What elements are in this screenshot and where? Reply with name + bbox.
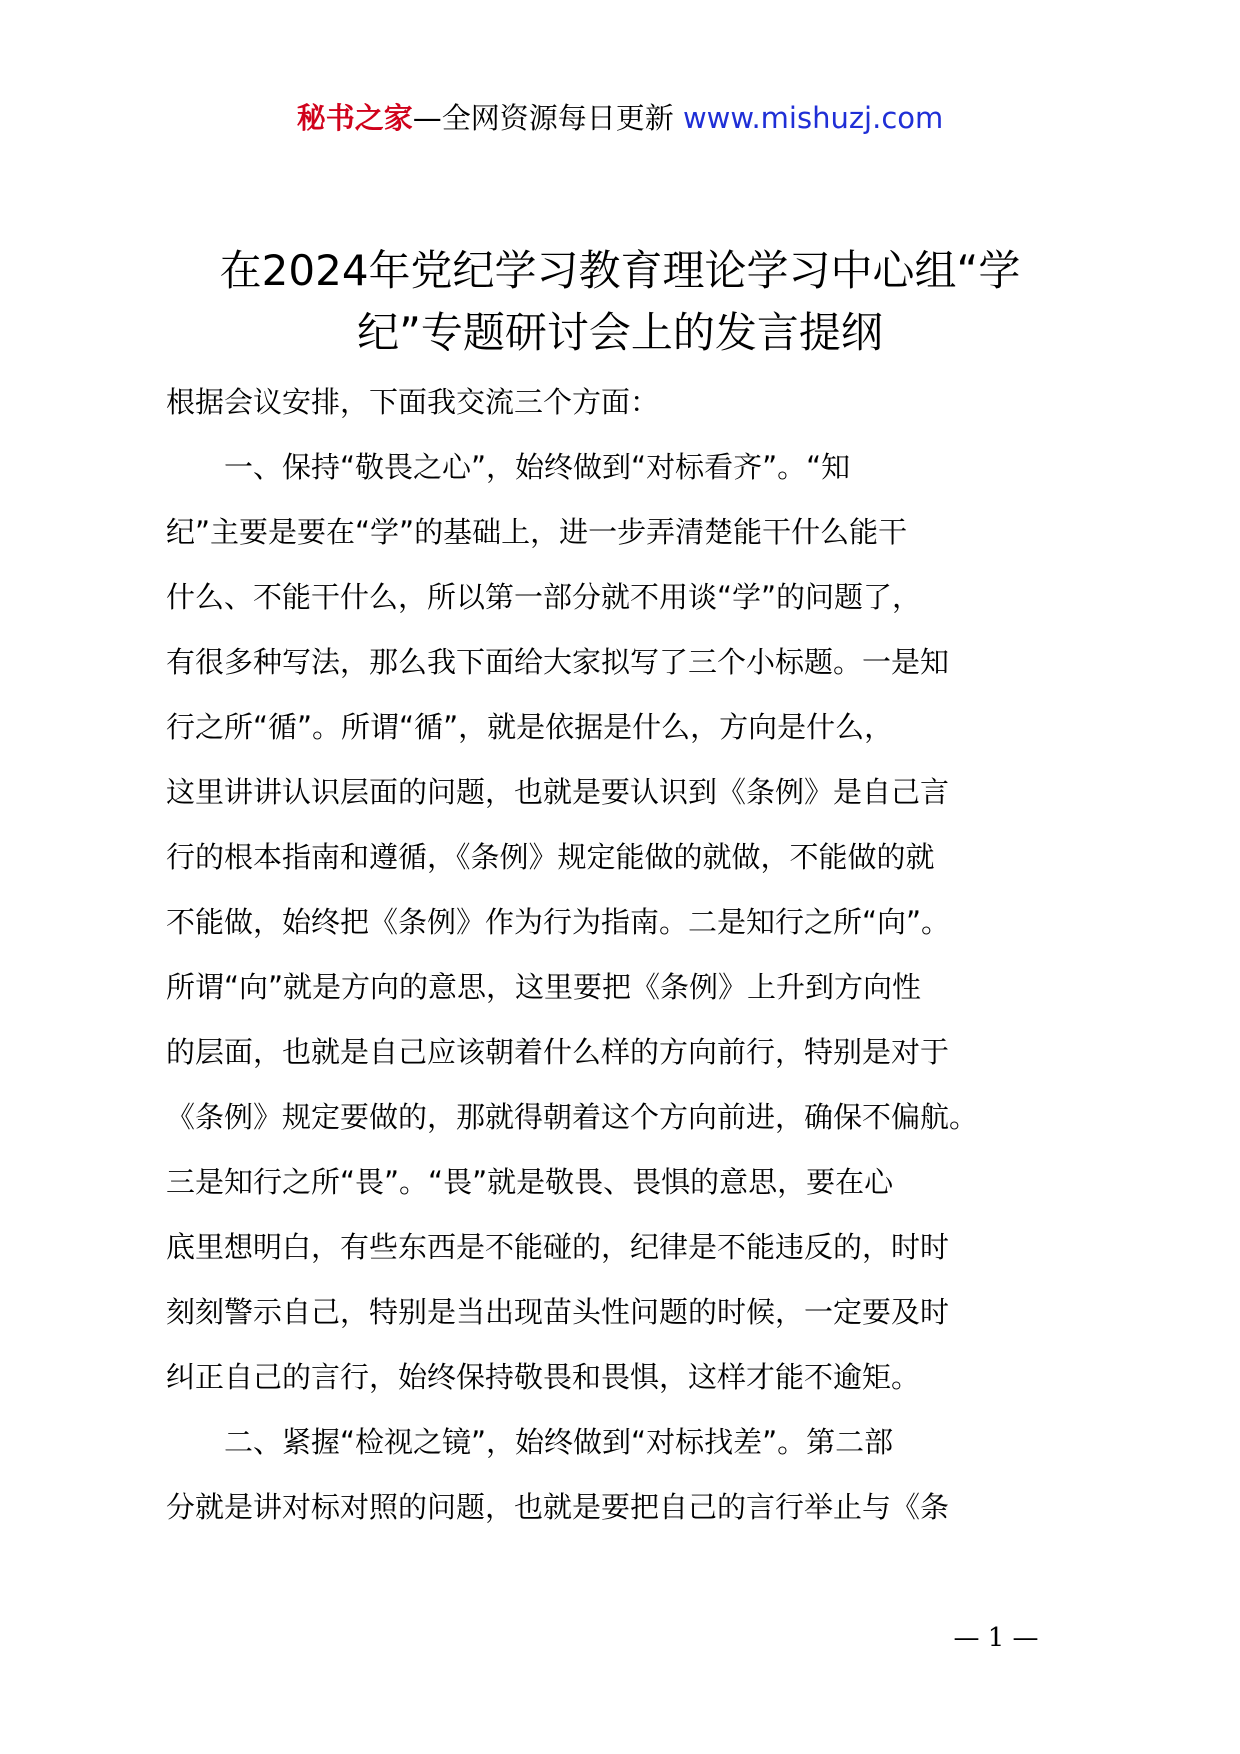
body-line: 根据会议安排，下面我交流三个方面： (166, 385, 660, 419)
body-line: 什么、不能干什么，所以第一部分就不用谈“学”的问题了， (166, 580, 922, 614)
document-body (166, 370, 1106, 1540)
body-line: 刻刻警示自己，特别是当出现苗头性问题的时候，一定要及时 (166, 1295, 950, 1329)
page-number: — 1 — (953, 1623, 1039, 1653)
body-line: 的层面，也就是自己应该朝着什么样的方向前行，特别是对于 (166, 1035, 950, 1069)
title-line-2: 纪”专题研讨会上的发言提纲 (357, 308, 883, 357)
body-line: 行之所“循”。所谓“循”，就是依据是什么，方向是什么， (166, 710, 894, 744)
body-line: 所谓“向”就是方向的意思，这里要把《条例》上升到方向性 (166, 970, 922, 1004)
body-line: 有很多种写法，那么我下面给大家拟写了三个小标题。一是知 (166, 645, 950, 679)
site-header (0, 98, 1240, 138)
title-line-1: 在2024年党纪学习教育理论学习中心组“学 (219, 246, 1021, 295)
body-line: 底里想明白，有些东西是不能碰的，纪律是不能违反的，时时 (166, 1230, 950, 1264)
body-line: 不能做，始终把《条例》作为行为指南。二是知行之所“向”。 (166, 905, 951, 939)
body-line: 二、紧握“检视之镜”，始终做到“对标找差”。第二部 (166, 1425, 894, 1459)
body-line: 纠正自己的言行，始终保持敬畏和畏惧，这样才能不逾矩。 (166, 1360, 921, 1394)
document-title (140, 240, 1100, 364)
body-line: 三是知行之所“畏”。“畏”就是敬畏、畏惧的意思，要在心 (166, 1165, 894, 1199)
body-line: 《条例》规定要做的，那就得朝着这个方向前进，确保不偏航。 (166, 1100, 979, 1134)
header-tagline: —全网资源每日更新 (412, 101, 683, 135)
brand-name: 秘书之家 (296, 101, 413, 135)
body-line: 一、保持“敬畏之心”，始终做到“对标看齐”。“知 (166, 450, 851, 484)
site-url-link[interactable]: www.mishuzj.com (682, 101, 944, 135)
body-line: 这里讲讲认识层面的问题，也就是要认识到《条例》是自己言 (166, 775, 950, 809)
body-line: 行的根本指南和遵循，《条例》规定能做的就做，不能做的就 (166, 840, 935, 874)
body-line: 分就是讲对标对照的问题，也就是要把自己的言行举止与《条 (166, 1490, 950, 1524)
body-line: 纪”主要是要在“学”的基础上，进一步弄清楚能干什么能干 (166, 515, 908, 549)
